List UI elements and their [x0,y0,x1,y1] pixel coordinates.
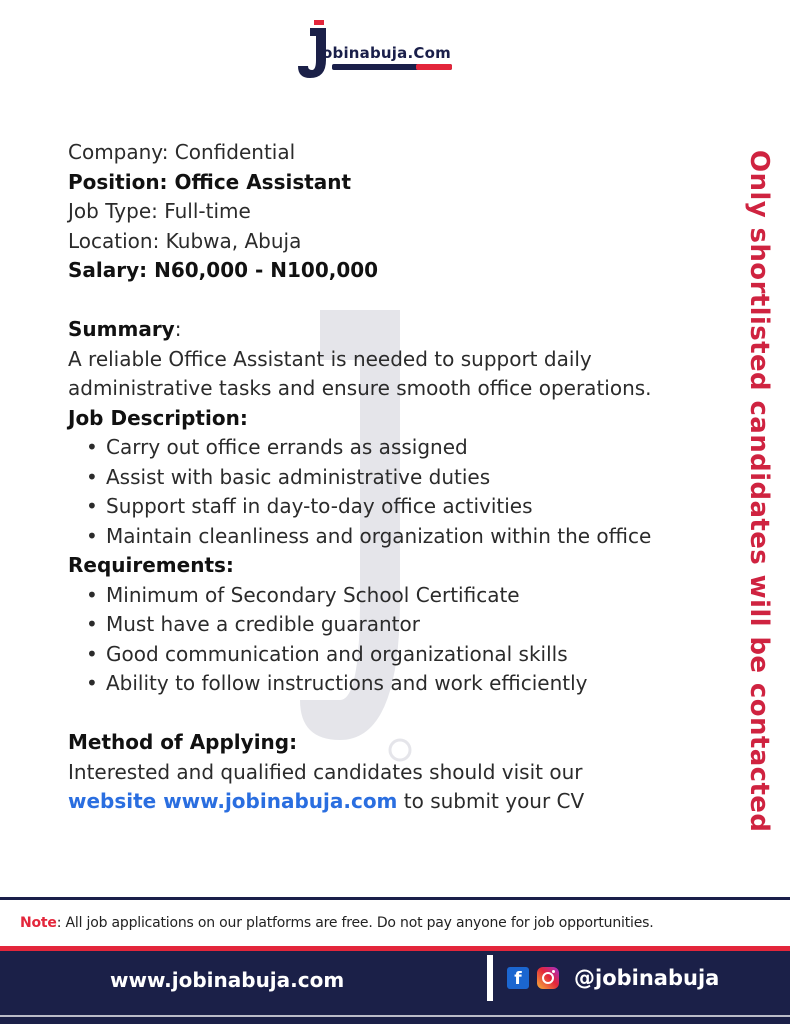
logo-underline [332,64,452,70]
requirements-list [68,581,718,699]
note-text: : All job applications on our platforms are free. Do not pay anyone for job opportunities. [56,915,654,931]
list-item: • Assist with basic administrative duties [106,463,718,493]
shortlist-notice: Only shortlisted candidates will be contacted [744,150,774,833]
facebook-icon[interactable]: f [507,967,529,989]
list-item: • Minimum of Secondary School Certificate [106,581,718,611]
summary-text: A reliable Office Assistant is needed to support daily administrative tasks and ensure smooth office operations. [68,346,652,400]
footer-top-rule [0,897,790,900]
position-line: Position: Office Assistant [68,169,352,194]
social-handle[interactable]: @jobinabuja [574,966,720,990]
list-item: • Maintain cleanliness and organization within the office [106,522,718,552]
list-item: • Must have a credible guarantor [106,610,718,640]
footer [0,951,790,1024]
applying-line1: Interested and qualified candidates should visit our [68,759,583,784]
payment-note [20,915,653,931]
list-item: • Carry out office errands as assigned [106,433,718,463]
footer-bottom-line [0,1015,790,1017]
applying-line2 [68,787,718,817]
note-label: Note [20,915,57,931]
footer-website-link[interactable]: www.jobinabuja.com [110,968,345,992]
company-line: Company: Confidential [68,140,296,164]
location-line: Location: Kubwa, Abuja [68,228,302,253]
instagram-icon[interactable] [537,967,559,989]
job-description-list [68,433,718,551]
list-item: • Good communication and organizational skills [106,640,718,670]
summary-heading-line [68,315,718,345]
summary-heading: Summary [68,317,175,341]
website-link[interactable]: website www.jobinabuja.com [68,789,398,813]
job-post-content [68,138,718,817]
requirements-heading: Requirements: [68,553,234,577]
applying-suffix: to submit your CV [397,789,585,813]
summary-colon: : [174,317,182,341]
logo-text: obinabuja.Com [322,44,451,62]
applying-heading: Method of Applying: [68,730,298,754]
footer-divider [487,955,493,1001]
job-type-line: Job Type: Full-time [68,199,251,223]
jobinabuja-logo [296,18,466,82]
list-item: • Support staff in day-to-day office activities [106,492,718,522]
salary-line: Salary: N60,000 - N100,000 [68,258,379,282]
list-item: • Ability to follow instructions and work efficiently [106,669,718,699]
job-description-heading: Job Description: [68,405,248,430]
